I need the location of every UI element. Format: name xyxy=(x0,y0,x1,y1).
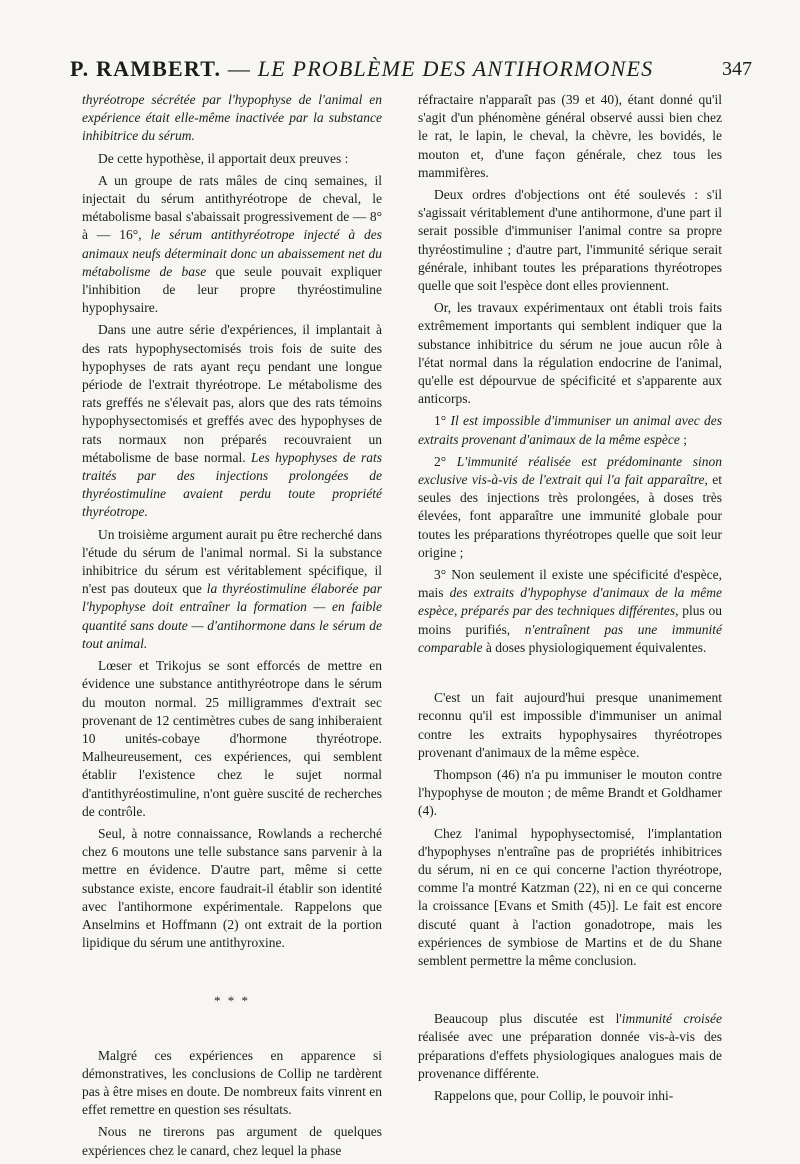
italic-run: le sérum antithyréotrope injecté à des animaux neufs déterminait donc un abaissement net du métabolisme de base xyxy=(82,227,383,279)
text-run: Deux ordres d'objections ont été soulevés : s'il s'agissait véritablement d'une antihormone, d'une part il serait possible d'immuniser l'animal contre sa propre thyréostimuline ; d'autre part, l'immunité sérique serait générale, inhibant toutes les préparations thyréotropes quelle que soit l'espèce dont elles proviennent. xyxy=(418,187,722,294)
text-run: réalisée avec une préparation donnée vis-à-vis des préparations d'effets physiologiques analogues mais de provenance différente. xyxy=(418,1029,722,1081)
text-run: 3° Non seulement il existe une spécificité d'espèce, mais xyxy=(418,567,722,601)
header-author: P. RAMBERT. xyxy=(70,56,222,81)
italic-run: immunité croisée xyxy=(621,1011,722,1027)
list-item xyxy=(418,566,722,657)
text-run: , et seules des injections très prolongées, à doses très élevées, font apparaître une immunité globale pour toutes les préparations thyréotropes quelle que soit leur origine ; xyxy=(418,472,722,560)
text-run: à doses physiologiquement équivalentes. xyxy=(482,639,707,655)
text-run: Beaucoup plus discutée est l' xyxy=(434,1011,622,1027)
paragraph xyxy=(82,526,382,653)
header-title: LE PROBLÈME DES ANTIHORMONES xyxy=(257,56,654,81)
text-run: Lœser et Trikojus se sont efforcés de mettre en évidence une substance antithyréotrope dans le sérum du mouton normal. 25 milligrammes d'extrait sec provenant de 12 centimètres cubes de sang inhiberaient 10 unités-cobaye d'hormone thyréotrope. Malheureusement, ces expériences, qui semblent établir l'existence chez le sujet normal d'antithyréostimuline, n'ont guère suscité de recherches de contrôle. xyxy=(82,658,382,819)
left-column xyxy=(82,91,382,1164)
text-run: Thompson (46) n'a pu immuniser le mouton contre l'hypophyse de mouton ; de même Brandt et Goldhamer (4). xyxy=(418,766,722,819)
paragraph xyxy=(82,1123,382,1159)
paragraph xyxy=(418,1010,722,1083)
text-run: Dans une autre série d'expériences, il implantait à des rats hypophysectomisés trois fois de suite des hypophyses de rats ayant reçu pendant une longue période de l'extrait thyréotrope. Le métabolisme des rats greffés ne s'élevait pas, alors que des rats témoins hypophysectomisés et greffés avec des hypophyses de rats normaux non préparés recouvraient un métabolisme de base normal. xyxy=(82,322,382,465)
italic-run: thyréotrope sécrétée par l'hypophyse de l'animal en expérience était elle-même inactivée par la substance inhibitrice du sérum. xyxy=(82,92,382,144)
section-separator: * * * xyxy=(214,993,250,1009)
header-dash: — xyxy=(227,56,252,81)
paragraph xyxy=(418,299,722,408)
paragraph xyxy=(82,321,382,521)
text-run: 2° xyxy=(434,453,457,469)
text-run: Or, les travaux expérimentaux ont établi trois faits extrêmement importants qui semblent indiquer que la substance inhibitrice du sérum ne joue aucun rôle à l'état normal dans la régulation endocrine de l'animal, qu'elle est dépourvue de spécificité et s'apparente aux anticorps. xyxy=(418,300,722,407)
text-run: C'est un fait aujourd'hui presque unanimement reconnu qu'il est impossible d'immuniser un animal contre les extraits hypophysaires thyréotropes provenant d'animaux de la même espèce. xyxy=(418,690,722,760)
running-header xyxy=(70,56,752,90)
spacer xyxy=(418,974,722,1010)
text-run: Seul, à notre connaissance, Rowlands a recherché chez 6 moutons une telle substance sans parvenir à la mettre en évidence. D'autre part, même si cette substance existe, encore faudrait-il établir son identité avec l'antihormone expérimentale. Rappelons que Anselmins et Hoffmann (2) ont extrait de la portion lipidique du sérum une antithyroxine. xyxy=(82,825,382,951)
italic-run: des extraits d'hypophyse d'animaux de la même espèce, préparés par des techniques différentes xyxy=(418,585,722,619)
text-run: Nous ne tirerons pas argument de quelques expériences chez le canard, chez lequel la phase xyxy=(82,1124,382,1158)
italic-run: Les hypophyses de rats traités par des injections prolongées de thyréostimuline avaient perdu toute propriété thyréotrope. xyxy=(82,449,382,520)
text-run: A un groupe de rats mâles de cinq semaines, il injectait du sérum antithyréotrope de cheval, le métabolisme basal s'abaissait progressivement de — 8° à — 16°, xyxy=(82,172,382,243)
text-run: réfractaire n'apparaît pas (39 et 40), étant donné qu'il s'agit d'un phénomène général observé aussi bien chez le rat, le lapin, le cheval, la chèvre, les bovidés, le mouton et, d'une façon générale, chez tous les mammifères. xyxy=(418,92,722,180)
paragraph xyxy=(82,172,382,318)
paragraph xyxy=(418,825,722,971)
paragraph xyxy=(418,766,722,821)
text-run: Un troisième argument aurait pu être recherché dans l'étude du sérum de l'animal normal. Si la substance inhibitrice du sérum est véritablement spécifique, il n'est pas douteux que xyxy=(82,526,382,597)
list-item xyxy=(418,412,722,448)
text-run: ; xyxy=(679,431,687,447)
paragraph xyxy=(82,91,382,146)
paragraph xyxy=(418,689,722,762)
text-run: Rappelons que, pour Collip, le pouvoir inhi- xyxy=(434,1087,674,1103)
italic-run: Il est impossible d'immuniser un animal avec des extraits provenant d'animaux de la même espèce xyxy=(418,413,722,447)
paragraph xyxy=(82,825,382,952)
spacer xyxy=(418,661,722,689)
italic-run: n'entraînent pas une immunité comparable xyxy=(418,621,722,655)
italic-run: la thyréostimuline élaborée par l'hypophyse doit entraîner la formation — en faible quantité sans doute — d'antihormone dans le sérum de tout animal. xyxy=(82,581,382,651)
text-run: Malgré ces expériences en apparence si démonstratives, les conclusions de Collip ne tardèrent pas à être mises en doute. De nombreux faits vinrent en effet remettre en question ses résultats. xyxy=(82,1047,382,1118)
text-run: 1° xyxy=(434,413,451,429)
paragraph xyxy=(82,657,382,821)
text-run: De cette hypothèse, il apportait deux preuves : xyxy=(98,150,349,166)
paragraph xyxy=(82,150,382,168)
paragraph xyxy=(418,91,722,182)
italic-run: L'immunité réalisée est prédominante sinon exclusive vis-à-vis de l'extrait qui l'a fait apparaître xyxy=(418,453,722,488)
list-item xyxy=(418,453,722,562)
paragraph xyxy=(82,1047,382,1120)
text-run: que seule pouvait expliquer l'inhibition de leur propre thyréostimuline hypophysaire. xyxy=(82,263,382,316)
text-run: , plus ou moins purifiés, xyxy=(418,603,722,637)
paragraph xyxy=(418,186,722,295)
right-column xyxy=(418,91,722,1109)
page-number: 347 xyxy=(722,58,752,80)
paragraph xyxy=(418,1087,722,1105)
text-run: Chez l'animal hypophysectomisé, l'implantation d'hypophyses n'entraîne pas de propriétés inhibitrices du sérum, ni en ce qui concerne l'action thyréotrope, comme l'a montré Katzman (22), ni en ce qui concerne la croissance [Evans et Smith (45)]. Le fait est encore discuté quant à l'action gonadotrope, mais les expériences de symbiose de Martins et de du Shane semblent permettre la même conclusion. xyxy=(418,825,722,968)
